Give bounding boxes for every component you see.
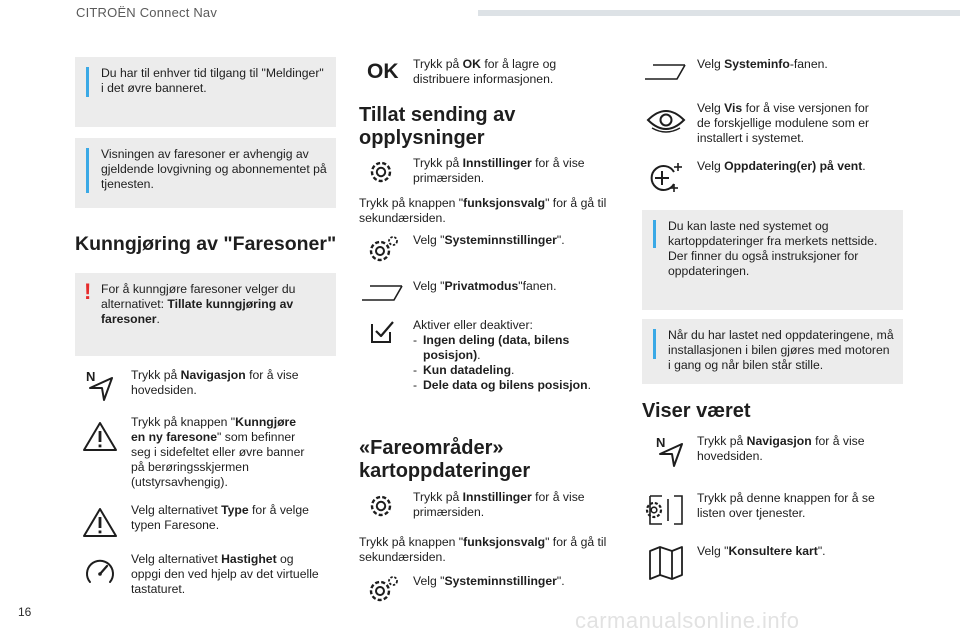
warning-text: For å kunngjøre faresoner velger du alternativet: Tillate kunngjøring av faresoner. [101,282,296,326]
navigation-icon-letter: N [86,369,96,384]
step-navigation-weather: Trykk på Navigasjon for å vise hovedsiden. [697,434,865,463]
option-share-data-position: - Dele data og bilens posisjon. [413,378,623,393]
options-intro: Aktiver eller deaktiver: [413,318,533,332]
speedometer-icon [83,555,117,589]
info-note-text: Når du har lastet ned oppdateringene, må installasjonen i bilen gjøres med motoren i gang og når bilen står stille. [668,328,894,372]
step-report-danger-zone: Trykk på knappen "Kunngjøre en ny faresone" som befinner seg i sidefeltet eller øvre banner på berøringsskjermen (utstyrsavhengig). [131,415,305,489]
navigation-icon [654,434,688,468]
step-select-type: Velg alternativet Type for å velge typen Faresone. [131,503,309,532]
info-note-installation [642,319,903,384]
step-system-settings-2: Velg "Systeminnstillinger". [413,574,565,588]
option-no-sharing: - Ingen deling (data, bilens posisjon). [413,333,623,363]
step-pending-updates: Velg Oppdatering(er) på vent. [697,159,866,173]
step-activate-options [413,318,623,393]
tab-icon [360,283,404,303]
step-settings-2: Trykk på Innstillinger for å vise primærsiden. [413,490,585,519]
page-number: 16 [18,605,32,619]
section-heading-danger-zones: Kunngjøring av "Faresoner" [75,233,337,255]
info-bar [86,67,89,97]
warning-triangle-icon [82,420,118,452]
info-note-text: Du har til enhver tid tilgang til "Meldinger" i det øvre banneret. [101,66,324,95]
ok-icon [366,58,406,82]
info-note-text: Du kan laste ned systemet og kartoppdateringer fra merkets nettside. Der finner du også instruksjoner for oppdateringen. [668,219,878,278]
step-privacy-mode: Velg "Privatmodus"fanen. [413,279,557,293]
warning-exclamation-icon: ! [84,279,92,304]
step-system-settings: Velg "Systeminnstillinger". [413,233,565,247]
step-function-select-2: Trykk på knappen "funksjonsvalg" for å gå til sekundærsiden. [359,535,607,564]
info-note-text: Visningen av faresoner er avhengig av gjeldende lovgivning og abonnementet på tjenesten. [101,147,327,191]
header-title: CITROËN Connect Nav [76,5,218,20]
option-data-sharing: - Kun datadeling. [413,363,623,378]
step-ok-save: Trykk på OK for å lagre og distribuere informasjonen. [413,57,557,86]
section-heading-allow-sending: Tillat sending av opplysninger [359,104,516,149]
info-bar [653,220,656,248]
checkbox-icon [368,318,396,346]
navigation-icon-letter: N [656,435,666,450]
step-system-info-tab: Velg Systeminfo-fanen. [697,57,828,71]
ok-icon-text: OK [367,60,399,82]
step-select-speed: Velg alternativet Hastighet og oppgi den ved hjelp av det virtuelle tastaturet. [131,552,319,596]
options-list [413,333,623,393]
navigation-icon [84,368,118,402]
section-heading-map-updates: «Fareområder» kartoppdateringer [359,437,531,482]
watermark: carmanualsonline.info [575,608,800,633]
settings-gear-icon [366,157,396,187]
step-navigation: Trykk på Navigasjon for å vise hovedsiden. [131,368,299,397]
tab-icon [643,62,687,82]
info-bar [653,329,656,359]
warning-triangle-icon [82,506,118,538]
info-note-messages [75,57,336,127]
map-icon [648,545,684,581]
header-bar [478,10,960,16]
info-bar [86,148,89,193]
settings-gear-icon [366,491,396,521]
system-settings-gears-icon [364,234,400,266]
eye-icon [646,106,686,134]
section-heading-weather: Viser været [642,400,751,422]
warning-note [75,273,336,356]
system-settings-gears-icon [364,574,400,606]
info-note-legislation [75,138,336,208]
info-note-download [642,210,903,310]
step-consult-map: Velg "Konsultere kart". [697,544,826,558]
step-services-list: Trykk på denne knappen for å se listen over tjenester. [697,491,875,520]
pending-updates-icon [645,160,685,194]
step-settings: Trykk på Innstillinger for å vise primærsiden. [413,156,585,185]
step-view-versions: Velg Vis for å vise versjonen for de forskjellige modulene som er installert i systemet. [697,101,870,145]
services-list-icon [644,493,688,527]
step-function-select: Trykk på knappen "funksjonsvalg" for å gå til sekundærsiden. [359,196,607,225]
